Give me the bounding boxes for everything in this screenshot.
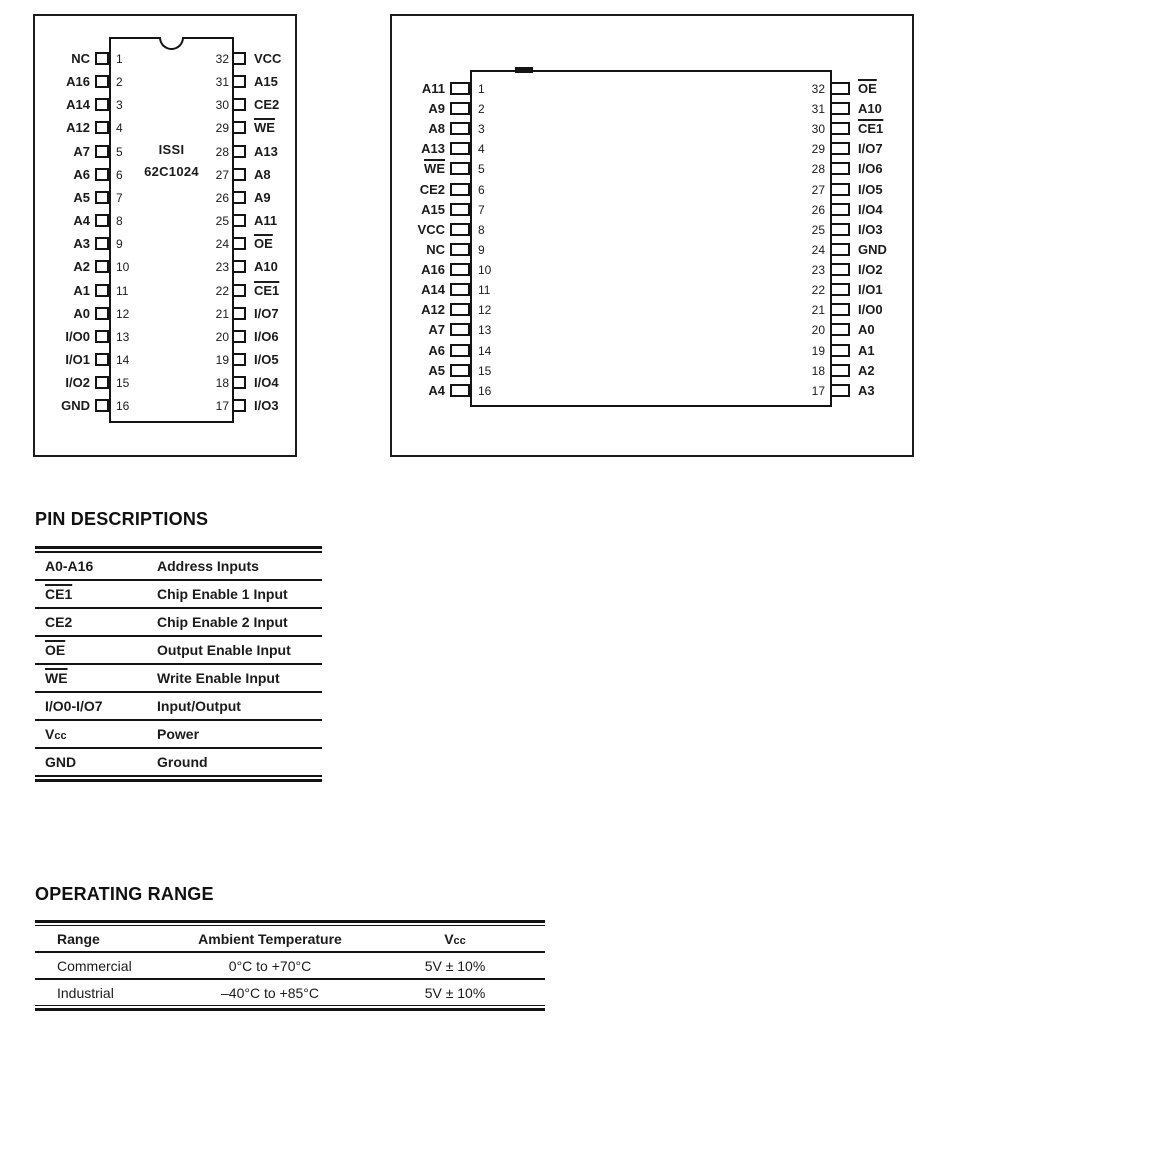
pin-label-a3: A3 — [73, 236, 90, 252]
pin-desc-cell: Chip Enable 2 Input — [157, 614, 288, 630]
small-caps-text: cc — [453, 934, 466, 947]
pin-label-oe — [254, 237, 273, 251]
pin-number-16: 16 — [116, 399, 130, 414]
pin-name-cell — [35, 642, 157, 658]
pin-label-gnd: GND — [858, 241, 887, 257]
pin-lead-20 — [232, 330, 246, 343]
pin-label-ce1 — [254, 284, 279, 298]
pin-label-gnd: GND — [61, 398, 90, 414]
op-header-range: Range — [57, 930, 100, 947]
overline-text: CE1 — [858, 121, 884, 137]
pin-name-cell: Vcc — [45, 726, 67, 742]
pin-number-4: 4 — [478, 142, 485, 157]
pin-label-a2: A2 — [858, 362, 875, 378]
pin-row-28 — [392, 162, 912, 176]
pin-number-22: 22 — [811, 283, 825, 298]
pin-lead-21 — [830, 303, 850, 316]
pin-label-we — [254, 121, 275, 135]
pin-label-a12: A12 — [66, 120, 90, 136]
pin-label-a5: A5 — [428, 362, 445, 378]
pin-number-21: 21 — [811, 303, 825, 318]
pin-label-a14: A14 — [66, 97, 90, 113]
chip-maker-label: ISSI — [158, 142, 185, 157]
pin-desc-cell: Chip Enable 1 Input — [157, 586, 288, 602]
pin-label-a14: A14 — [421, 282, 445, 298]
operating-range-header-row — [35, 926, 545, 951]
pin-number-9: 9 — [478, 242, 485, 257]
pin-label-io2: I/O2 — [65, 375, 90, 391]
pin-label-a13: A13 — [254, 143, 278, 159]
pin-lead-18 — [830, 364, 850, 377]
pin-name-cell: A0-A16 — [45, 558, 94, 574]
pin-lead-19 — [830, 344, 850, 357]
pin-label-nc: NC — [426, 241, 445, 257]
pin-label-a0: A0 — [858, 322, 875, 338]
overline-text: $\overline{WE}$ — [254, 120, 275, 136]
pin-number-3: 3 — [478, 122, 485, 137]
pin-number-12: 12 — [478, 303, 492, 318]
pin-label-io4: I/O4 — [858, 201, 883, 217]
pin-number-31: 31 — [215, 75, 229, 90]
pin-row-31 — [35, 75, 295, 89]
pin-row-31 — [392, 102, 912, 116]
pin-desc-cell: Input/Output — [157, 698, 241, 714]
pin-number-6: 6 — [116, 167, 123, 182]
pin-label-io4: I/O4 — [254, 375, 279, 391]
pin-name-cell: I/O0-I/O7 — [45, 698, 103, 714]
pin-label-a16: A16 — [66, 74, 90, 90]
pin-number-30: 30 — [811, 122, 825, 137]
pin-label-a8: A8 — [428, 121, 445, 137]
pin-descriptions-table — [35, 546, 322, 782]
pin-label-io7: I/O7 — [858, 141, 883, 157]
pin-number-28: 28 — [215, 144, 229, 159]
pin-label-vcc: VCC — [254, 51, 282, 66]
pin-name-cell: GND — [45, 754, 77, 770]
pin-label-io1: I/O1 — [65, 351, 90, 367]
pin-lead-20 — [830, 323, 850, 336]
pin-desc-row-oe — [35, 637, 322, 665]
pin-label-ce1 — [858, 122, 883, 136]
pin-number-22: 22 — [215, 283, 229, 298]
range-cell: Commercial — [57, 957, 132, 974]
pin-row-30 — [35, 98, 295, 112]
pin-lead-29 — [232, 121, 246, 134]
overline-text: $\overline{OE}$ — [45, 642, 66, 658]
pin-lead-19 — [232, 353, 246, 366]
pin-number-19: 19 — [811, 343, 825, 358]
pin-row-28 — [35, 142, 295, 159]
pin-number-16: 16 — [478, 383, 492, 398]
overline-text: $\overline{WE}$ — [45, 670, 68, 686]
pin-desc-cell: Write Enable Input — [157, 670, 280, 686]
pin-label-oe — [858, 82, 877, 96]
pin-name-cell — [35, 586, 157, 602]
overline-text: CE1 — [254, 282, 280, 298]
pin-number-25: 25 — [215, 214, 229, 229]
pin-label-a13: A13 — [421, 141, 445, 157]
pin-label-a11: A11 — [421, 81, 445, 96]
pin-lead-26 — [830, 203, 850, 216]
pin-label-a6: A6 — [73, 166, 90, 182]
range-cell: Industrial — [57, 984, 114, 1001]
pin-number-32: 32 — [215, 52, 229, 66]
overline-text: CE1 — [45, 586, 73, 602]
pin-label-a16: A16 — [421, 262, 445, 278]
pin-label-a12: A12 — [421, 302, 445, 318]
pin-desc-cell: Output Enable Input — [157, 642, 291, 658]
pin-lead-21 — [232, 307, 246, 320]
operating-range-row-industrial — [35, 980, 545, 1005]
pin-number-13: 13 — [116, 329, 130, 344]
pin-label-a9: A9 — [428, 101, 445, 117]
pin-desc-row-io0io7 — [35, 693, 322, 721]
pin-number-10: 10 — [116, 260, 130, 275]
pin-label-ce2: CE2 — [419, 181, 445, 197]
pin-number-29: 29 — [811, 142, 825, 157]
pin-label-a4: A4 — [73, 213, 90, 229]
pin-name-cell: CE2 — [45, 614, 73, 630]
pin-lead-23 — [232, 260, 246, 273]
pin-label-io6: I/O6 — [858, 161, 883, 177]
pin-row-19 — [35, 353, 295, 367]
pin-row-21 — [35, 307, 295, 321]
pin-number-23: 23 — [811, 263, 825, 278]
pin-number-31: 31 — [811, 102, 825, 117]
pin-number-24: 24 — [215, 237, 229, 252]
pin-label-a0: A0 — [73, 305, 90, 321]
pin-row-23 — [35, 260, 295, 274]
pin-row-20 — [35, 330, 295, 344]
pin-number-8: 8 — [116, 214, 123, 229]
pin-row-22 — [392, 283, 912, 297]
pin-desc-row-ce1 — [35, 581, 322, 609]
pin-label-a10: A10 — [858, 101, 882, 117]
overline-text: $\overline{WE}$ — [424, 161, 445, 177]
pin-number-14: 14 — [478, 343, 492, 358]
pin-number-5: 5 — [116, 144, 123, 159]
soj-pin1-mark-icon — [515, 67, 533, 73]
pin-row-27 — [35, 168, 295, 182]
pin-row-22 — [35, 284, 295, 298]
pin-number-27: 27 — [811, 182, 825, 197]
pin-number-18: 18 — [215, 376, 229, 391]
temperature-cell: –40°C to +85°C — [221, 984, 319, 1001]
pin-lead-31 — [232, 75, 246, 88]
pin-number-11: 11 — [478, 283, 491, 298]
pin-row-25 — [35, 214, 295, 228]
pin-number-21: 21 — [215, 306, 229, 321]
pin-row-30 — [392, 122, 912, 136]
pin-number-26: 26 — [215, 190, 229, 205]
pin-label-a10: A10 — [254, 259, 278, 275]
pin-lead-27 — [232, 168, 246, 181]
pin-number-14: 14 — [116, 352, 130, 367]
pin-row-24 — [392, 243, 912, 257]
pin-label-a7: A7 — [73, 143, 90, 159]
pin-desc-cell: Power — [157, 726, 200, 742]
pin-lead-22 — [830, 283, 850, 296]
pin-label-io1: I/O1 — [858, 282, 883, 298]
pin-number-3: 3 — [116, 98, 123, 113]
pin-label-a1: A1 — [73, 282, 90, 298]
pin-desc-row-a0a16 — [35, 553, 322, 581]
dip-pin1-notch-icon — [159, 37, 184, 50]
pin-number-20: 20 — [811, 323, 825, 338]
pin-number-32: 32 — [811, 82, 825, 96]
pin-number-27: 27 — [215, 167, 229, 182]
pin-desc-row-ce2 — [35, 609, 322, 637]
pin-label-a15: A15 — [254, 74, 278, 90]
pin-label-nc: NC — [71, 51, 90, 66]
pin-row-32 — [35, 52, 295, 66]
pin-desc-row-we — [35, 665, 322, 693]
pin-row-17 — [35, 399, 295, 413]
overline-text: $\overline{OE}$ — [254, 236, 273, 252]
pin-lead-25 — [232, 214, 246, 227]
pin-row-25 — [392, 223, 912, 237]
overline-text: $\overline{OE}$ — [858, 81, 877, 96]
pin-number-25: 25 — [811, 222, 825, 237]
pin-desc-row-gnd — [35, 749, 322, 775]
pin-number-10: 10 — [478, 263, 492, 278]
op-header-ambienttemperature: Ambient Temperature — [198, 930, 342, 947]
pin-label-io6: I/O6 — [254, 328, 279, 344]
pin-desc-row-vcc — [35, 721, 322, 749]
pin-lead-24 — [830, 243, 850, 256]
pin-number-20: 20 — [215, 329, 229, 344]
pin-number-2: 2 — [116, 75, 123, 90]
pin-row-29 — [35, 121, 295, 135]
pin-row-17 — [392, 384, 912, 398]
pin-lead-32 — [830, 82, 850, 95]
pin-desc-cell: Ground — [157, 754, 208, 770]
pin-number-30: 30 — [215, 98, 229, 113]
pin-label-a2: A2 — [73, 259, 90, 275]
pin-number-28: 28 — [811, 162, 825, 177]
pin-lead-22 — [232, 284, 246, 297]
pin-label-a5: A5 — [73, 189, 90, 205]
pin-number-4: 4 — [116, 121, 123, 136]
pin-row-24 — [35, 237, 295, 251]
pin-number-15: 15 — [116, 376, 130, 391]
pin-row-26 — [35, 191, 295, 205]
pin-label-a1: A1 — [858, 342, 875, 358]
pin-row-27 — [392, 183, 912, 197]
pin-number-13: 13 — [478, 323, 492, 338]
pin-row-19 — [392, 344, 912, 358]
pin-row-29 — [392, 142, 912, 156]
operating-range-title: OPERATING RANGE — [35, 884, 214, 904]
pin-label-a7: A7 — [428, 322, 445, 338]
pin-label-vcc: VCC — [417, 221, 445, 237]
pin-label-io7: I/O7 — [254, 305, 279, 321]
pin-row-18 — [392, 364, 912, 378]
pin-label-io0: I/O0 — [858, 302, 883, 318]
pin-lead-29 — [830, 142, 850, 155]
pin-number-19: 19 — [215, 352, 229, 367]
pin-row-20 — [392, 323, 912, 337]
pin-number-1: 1 — [116, 52, 123, 66]
pin-row-21 — [392, 303, 912, 317]
pin-lead-30 — [232, 98, 246, 111]
vcc-cell: 5V ± 10% — [424, 984, 486, 1001]
pin-number-23: 23 — [215, 260, 229, 275]
pin-label-ce2: CE2 — [254, 97, 280, 113]
pin-lead-32 — [232, 52, 246, 65]
chip-model-label: 62C1024 — [144, 164, 199, 179]
pin-number-12: 12 — [116, 306, 130, 321]
pin-lead-27 — [830, 183, 850, 196]
pin-lead-17 — [232, 399, 246, 412]
pin-descriptions-title: PIN DESCRIPTIONS — [35, 509, 209, 529]
pin-lead-25 — [830, 223, 850, 236]
pin-row-26 — [392, 203, 912, 217]
pin-lead-24 — [232, 237, 246, 250]
pin-desc-cell: Address Inputs — [157, 558, 259, 574]
table-rule — [35, 1008, 545, 1011]
pin-number-7: 7 — [478, 202, 485, 217]
pin-row-32 — [392, 82, 912, 96]
pin-lead-31 — [830, 102, 850, 115]
pin-lead-26 — [232, 191, 246, 204]
pin-label-io3: I/O3 — [858, 221, 883, 237]
pin-label-io5: I/O5 — [254, 351, 279, 367]
pin-number-18: 18 — [811, 363, 825, 378]
pin-label-a11: A11 — [254, 213, 278, 229]
op-header-vcc: Vcc — [444, 930, 466, 947]
dip32-pinout-figure — [33, 14, 297, 457]
pin-number-1: 1 — [478, 82, 485, 96]
pin-label-a3: A3 — [858, 382, 875, 398]
pin-label-io0: I/O0 — [65, 328, 90, 344]
pin-number-8: 8 — [478, 222, 485, 237]
pin-row-23 — [392, 263, 912, 277]
pin-label-io3: I/O3 — [254, 398, 279, 414]
pin-number-6: 6 — [478, 182, 485, 197]
pin-number-24: 24 — [811, 242, 825, 257]
pin-number-17: 17 — [215, 399, 229, 414]
pin-label-a4: A4 — [428, 382, 445, 398]
soj32-pinout-figure — [390, 14, 914, 457]
pin-number-26: 26 — [811, 202, 825, 217]
pin-number-2: 2 — [478, 102, 485, 117]
pin-lead-23 — [830, 263, 850, 276]
pin-label-a9: A9 — [254, 189, 271, 205]
pin-number-7: 7 — [116, 190, 123, 205]
table-rule — [35, 779, 322, 782]
operating-range-table — [35, 920, 545, 1011]
pin-label-io2: I/O2 — [858, 262, 883, 278]
pin-label-io5: I/O5 — [858, 181, 883, 197]
pin-number-15: 15 — [478, 363, 492, 378]
pin-number-11: 11 — [116, 283, 129, 298]
pin-label-a15: A15 — [421, 201, 445, 217]
pin-label-a6: A6 — [428, 342, 445, 358]
vcc-cell: 5V ± 10% — [424, 957, 486, 974]
pin-number-17: 17 — [811, 383, 825, 398]
pin-lead-30 — [830, 122, 850, 135]
pin-label-a8: A8 — [254, 166, 271, 182]
operating-range-row-commercial — [35, 953, 545, 978]
temperature-cell: 0°C to +70°C — [228, 957, 312, 974]
pin-lead-18 — [232, 376, 246, 389]
pin-lead-17 — [830, 384, 850, 397]
pin-row-18 — [35, 376, 295, 390]
pin-number-29: 29 — [215, 121, 229, 136]
pin-lead-28 — [830, 162, 850, 175]
pin-number-5: 5 — [478, 162, 485, 177]
small-caps-text: cc — [54, 730, 67, 742]
pin-lead-28 — [232, 145, 246, 158]
pin-number-9: 9 — [116, 237, 123, 252]
pin-name-cell — [35, 670, 157, 686]
